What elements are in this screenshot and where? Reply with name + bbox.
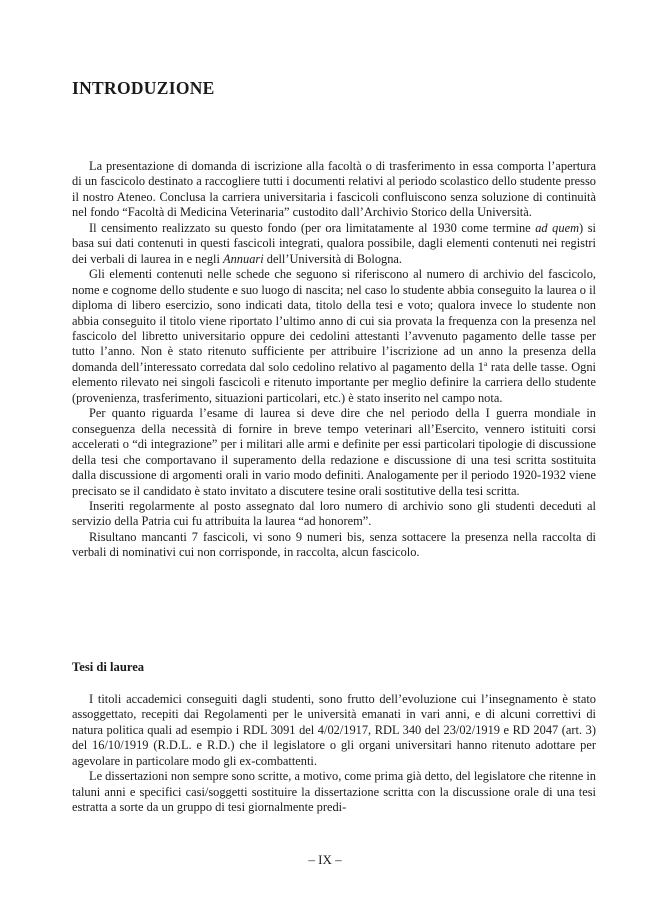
paragraph-census [72, 221, 596, 267]
paragraph-presentation: La presentazione di domanda di iscrizione alla facoltà o di trasferimento in essa comporta l’apertura di un fascicolo destinato a raccogliere tutti i documenti relativi al periodo scolastico dello studente presso il nostro Ateneo. Conclusa la carriera universitaria i fascicoli confluiscono senza soluzione di continuità nel fondo “Facoltà di Medicina Veterinaria” custodito dall’Archivio Storico della Università. [72, 159, 596, 220]
paragraph-census-text-a: Il censimento realizzato su questo fondo (per ora limitatamente al 1930 come termine [89, 220, 536, 235]
paragraph-records [72, 267, 596, 406]
paragraph-census-emphasis-annuari: Annuari [223, 251, 264, 266]
page-number: – IX – [308, 852, 342, 867]
paragraph-deceased: Inseriti regolarmente al posto assegnato dal loro numero di archivio sono gli studenti deceduti al servizio della Patria cui fu attribuita la laurea “ad honorem”. [72, 498, 596, 529]
paragraph-census-text-b: ) si basa sui dati contenuti in questi fascicoli integrati, qualora possibile, dagli elementi contenuti nei registri dei verbali di laurea in e negli [72, 220, 596, 266]
introduction-body [72, 159, 596, 561]
page-title: INTRODUZIONE [72, 78, 215, 98]
section-tesi-body [72, 692, 596, 816]
paragraph-titles: I titoli accademici conseguiti dagli studenti, sono frutto dell’evoluzione cui l’insegnamento è stato assoggettato, recepiti dai Regolamenti per le università emanati in vari anni, e di alcuni correttivi di natura politica quali ad esempio i RDL 3091 del 4/02/1917, RDL 340 del 23/02/1919 e RD 2047 (art. 3) del 16/10/1919 (R.D.L. e R.D.) che il legislatore o gli organi universitari hanno ritenuto adottare per agevolare in particolare modo gli ex-combattenti. [72, 692, 596, 768]
paragraph-census-emphasis-ad-quem: ad quem [535, 220, 580, 235]
paragraph-records-superscript: a [484, 358, 488, 368]
paragraph-records-text-b: rata delle tasse. Ogni elemento rilevato nei singoli fascicoli e ritenuto importante per meglio definire la carriera dello studente (provenienza, trasferimento, situazioni particolari, etc.) è stato inserito nel campo nota. [72, 359, 596, 405]
paragraph-dissertations: Le dissertazioni non sempre sono scritte, a motivo, come prima già detto, del legislatore che ritenne in taluni anni e specifici casi/soggetti sostituire la dissertazione scritta con la discussione orale di una tesi estratta a sorte da un gruppo di tesi giornalmente predi- [72, 769, 596, 815]
paragraph-census-text-c: dell’Università di Bologna. [263, 251, 403, 266]
section-heading-tesi-di-laurea: Tesi di laurea [72, 660, 145, 674]
paragraph-war-exams: Per quanto riguarda l’esame di laurea si deve dire che nel periodo della I guerra mondiale in conseguenza della necessità di fornire in breve tempo veterinari all’Esercito, vennero istituiti corsi accelerati o “di integrazione” per i militari alle armi e definite per essi particolari tipologie di discussione della tesi che comportavano il superamento della redazione e discussione di una tesi scritta sostituita dalla discussione di argomenti orali in vario modo definiti. Analogamente per il periodo 1920-1932 viene precisato se il candidato è stato invitato a discutere tesine orali sostitutive della tesi scritta. [72, 406, 596, 498]
paragraph-records-text-a: Gli elementi contenuti nelle schede che seguono si riferiscono al numero di archivio del fascicolo, nome e cognome dello studente e suo luogo di nascita; nel caso lo studente abbia conseguito la laurea o il diploma di libero esercizio, sono indicati data, titolo della tesi e voto; qualora invece lo studente non abbia conseguito il titolo viene riportato l’ultimo anno di cui sia provata la frequenza con la presenza nel fascicolo del libretto universitario oppure dei cedolini attestanti l’avvenuto pagamento delle tasse per tutto l’anno. Non è stato ritenuto sufficiente per attribuire l’iscrizione ad un anno la presenza della domanda dell’interessato corredata dal solo cedolino relativo al pagamento della 1 [72, 267, 596, 374]
paragraph-missing: Risultano mancanti 7 fascicoli, vi sono 9 numeri bis, senza sottacere la presenza nella raccolta di verbali di nominativi cui non corrisponde, in raccolta, alcun fascicolo. [72, 529, 596, 560]
